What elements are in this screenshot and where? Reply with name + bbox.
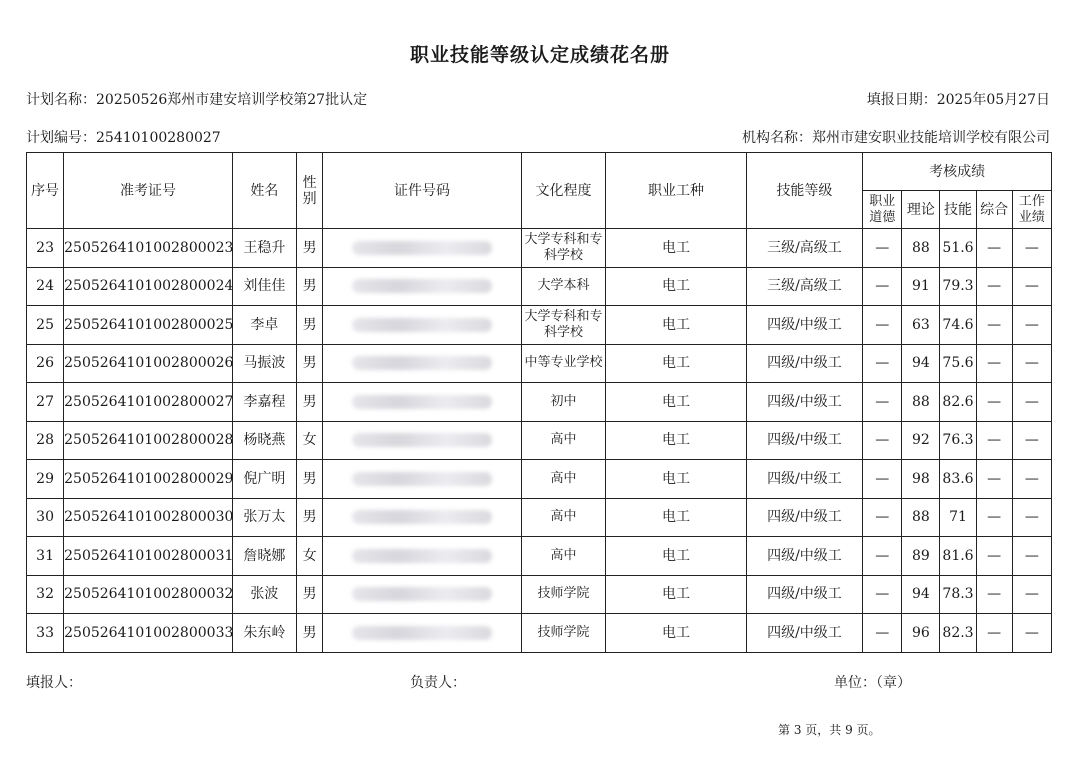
cell-seq: 32 <box>27 575 64 614</box>
cell-exam-no: 2505264101002800027 <box>64 383 233 422</box>
cell-education: 技师学院 <box>521 614 605 653</box>
cell-name: 詹晓娜 <box>232 537 296 576</box>
cell-skill: 79.3 <box>940 267 976 306</box>
organization-name: 机构名称：郑州市建安职业技能培训学校有限公司 <box>742 130 1050 146</box>
cell-exam-no: 2505264101002800025 <box>64 306 233 345</box>
cell-seq: 30 <box>27 498 64 537</box>
cell-overall: — <box>976 344 1012 383</box>
header-overall: 综合 <box>976 191 1012 229</box>
cell-seq: 25 <box>27 306 64 345</box>
fill-date: 填报日期：2025年05月27日 <box>866 92 1050 108</box>
cell-gender: 男 <box>297 267 323 306</box>
cell-work: — <box>1012 267 1051 306</box>
cell-theory: 94 <box>902 344 940 383</box>
header-education: 文化程度 <box>521 153 605 229</box>
cell-gender: 男 <box>297 383 323 422</box>
cell-id-no <box>323 575 522 614</box>
cell-overall: — <box>976 383 1012 422</box>
redacted-id-number <box>352 549 492 563</box>
table-row <box>27 306 1052 345</box>
header-level: 技能等级 <box>746 153 862 229</box>
cell-level: 四级/中级工 <box>746 575 862 614</box>
cell-skill: 83.6 <box>940 460 976 499</box>
cell-level: 四级/中级工 <box>746 383 862 422</box>
header-name: 姓名 <box>232 153 296 229</box>
header-theory: 理论 <box>902 191 940 229</box>
cell-gender: 男 <box>297 306 323 345</box>
cell-id-no <box>323 421 522 460</box>
cell-gender: 女 <box>297 537 323 576</box>
cell-ethics: — <box>863 383 902 422</box>
cell-skill: 76.3 <box>940 421 976 460</box>
cell-seq: 31 <box>27 537 64 576</box>
redacted-id-number <box>352 395 492 409</box>
cell-level: 四级/中级工 <box>746 344 862 383</box>
table-row <box>27 229 1052 268</box>
header-gender: 性别 <box>297 153 323 229</box>
cell-name: 刘佳佳 <box>232 267 296 306</box>
cell-theory: 91 <box>902 267 940 306</box>
cell-exam-no: 2505264101002800029 <box>64 460 233 499</box>
cell-level: 四级/中级工 <box>746 498 862 537</box>
cell-seq: 27 <box>27 383 64 422</box>
cell-gender: 男 <box>297 344 323 383</box>
page-number: 第 3 页，共 9 页。 <box>778 723 881 737</box>
cell-occupation: 电工 <box>606 498 747 537</box>
cell-exam-no: 2505264101002800031 <box>64 537 233 576</box>
cell-skill: 75.6 <box>940 344 976 383</box>
cell-gender: 男 <box>297 614 323 653</box>
cell-ethics: — <box>863 229 902 268</box>
cell-occupation: 电工 <box>606 460 747 499</box>
cell-id-no <box>323 267 522 306</box>
cell-ethics: — <box>863 498 902 537</box>
cell-name: 杨晓燕 <box>232 421 296 460</box>
cell-name: 李嘉程 <box>232 383 296 422</box>
roster-body <box>27 229 1052 653</box>
cell-gender: 男 <box>297 460 323 499</box>
cell-work: — <box>1012 421 1051 460</box>
cell-occupation: 电工 <box>606 229 747 268</box>
cell-gender: 男 <box>297 575 323 614</box>
cell-ethics: — <box>863 460 902 499</box>
cell-id-no <box>323 537 522 576</box>
redacted-id-number <box>352 433 492 447</box>
cell-ethics: — <box>863 537 902 576</box>
cell-work: — <box>1012 229 1051 268</box>
cell-skill: 74.6 <box>940 306 976 345</box>
cell-work: — <box>1012 460 1051 499</box>
filler-label: 填报人： <box>26 675 82 691</box>
cell-occupation: 电工 <box>606 421 747 460</box>
cell-education: 大学本科 <box>521 267 605 306</box>
cell-exam-no: 2505264101002800033 <box>64 614 233 653</box>
responsible-label: 负责人： <box>410 675 466 691</box>
cell-name: 李卓 <box>232 306 296 345</box>
cell-ethics: — <box>863 421 902 460</box>
cell-ethics: — <box>863 267 902 306</box>
cell-id-no <box>323 306 522 345</box>
cell-theory: 94 <box>902 575 940 614</box>
cell-level: 四级/中级工 <box>746 306 862 345</box>
cell-occupation: 电工 <box>606 537 747 576</box>
header-work: 工作业绩 <box>1012 191 1051 229</box>
cell-overall: — <box>976 498 1012 537</box>
redacted-id-number <box>352 356 492 370</box>
cell-occupation: 电工 <box>606 614 747 653</box>
cell-education: 高中 <box>521 421 605 460</box>
cell-skill: 71 <box>940 498 976 537</box>
cell-ethics: — <box>863 344 902 383</box>
redacted-id-number <box>352 626 492 640</box>
cell-work: — <box>1012 498 1051 537</box>
cell-education: 大学专科和专科学校 <box>521 229 605 268</box>
cell-name: 马振波 <box>232 344 296 383</box>
cell-education: 技师学院 <box>521 575 605 614</box>
cell-overall: — <box>976 421 1012 460</box>
cell-skill: 82.3 <box>940 614 976 653</box>
cell-theory: 89 <box>902 537 940 576</box>
cell-gender: 男 <box>297 229 323 268</box>
header-ethics: 职业道德 <box>863 191 902 229</box>
redacted-id-number <box>352 587 492 601</box>
cell-work: — <box>1012 614 1051 653</box>
table-row <box>27 383 1052 422</box>
cell-work: — <box>1012 383 1051 422</box>
cell-occupation: 电工 <box>606 306 747 345</box>
table-row <box>27 614 1052 653</box>
cell-id-no <box>323 383 522 422</box>
cell-skill: 78.3 <box>940 575 976 614</box>
cell-seq: 24 <box>27 267 64 306</box>
cell-seq: 26 <box>27 344 64 383</box>
cell-ethics: — <box>863 306 902 345</box>
cell-education: 初中 <box>521 383 605 422</box>
cell-seq: 33 <box>27 614 64 653</box>
cell-level: 三级/高级工 <box>746 229 862 268</box>
cell-work: — <box>1012 537 1051 576</box>
cell-theory: 98 <box>902 460 940 499</box>
header-exam-no: 准考证号 <box>64 153 233 229</box>
redacted-id-number <box>352 279 492 293</box>
cell-overall: — <box>976 460 1012 499</box>
cell-name: 王稳升 <box>232 229 296 268</box>
cell-occupation: 电工 <box>606 267 747 306</box>
cell-theory: 88 <box>902 498 940 537</box>
redacted-id-number <box>352 241 492 255</box>
table-row <box>27 537 1052 576</box>
cell-overall: — <box>976 229 1012 268</box>
cell-theory: 63 <box>902 306 940 345</box>
cell-theory: 96 <box>902 614 940 653</box>
cell-exam-no: 2505264101002800032 <box>64 575 233 614</box>
redacted-id-number <box>352 318 492 332</box>
cell-education: 高中 <box>521 498 605 537</box>
cell-overall: — <box>976 575 1012 614</box>
cell-level: 四级/中级工 <box>746 537 862 576</box>
cell-id-no <box>323 614 522 653</box>
cell-exam-no: 2505264101002800023 <box>64 229 233 268</box>
roster-table <box>26 152 1052 653</box>
cell-overall: — <box>976 614 1012 653</box>
header-id-no: 证件号码 <box>323 153 522 229</box>
cell-overall: — <box>976 537 1012 576</box>
cell-id-no <box>323 460 522 499</box>
cell-level: 三级/高级工 <box>746 267 862 306</box>
cell-name: 朱东岭 <box>232 614 296 653</box>
cell-occupation: 电工 <box>606 575 747 614</box>
cell-id-no <box>323 229 522 268</box>
plan-number: 计划编号：25410100280027 <box>26 130 221 146</box>
cell-ethics: — <box>863 614 902 653</box>
cell-education: 大学专科和专科学校 <box>521 306 605 345</box>
table-row <box>27 267 1052 306</box>
cell-occupation: 电工 <box>606 344 747 383</box>
table-row <box>27 421 1052 460</box>
cell-skill: 82.6 <box>940 383 976 422</box>
table-row <box>27 575 1052 614</box>
cell-exam-no: 2505264101002800026 <box>64 344 233 383</box>
cell-ethics: — <box>863 575 902 614</box>
cell-gender: 女 <box>297 421 323 460</box>
cell-level: 四级/中级工 <box>746 614 862 653</box>
cell-education: 高中 <box>521 537 605 576</box>
header-occupation: 职业工种 <box>606 153 747 229</box>
unit-stamp-label: 单位：（章） <box>834 675 911 691</box>
cell-seq: 23 <box>27 229 64 268</box>
plan-name: 计划名称：20250526郑州市建安培训学校第27批认定 <box>26 92 368 108</box>
cell-overall: — <box>976 306 1012 345</box>
redacted-id-number <box>352 510 492 524</box>
cell-exam-no: 2505264101002800024 <box>64 267 233 306</box>
cell-occupation: 电工 <box>606 383 747 422</box>
cell-level: 四级/中级工 <box>746 421 862 460</box>
cell-name: 张波 <box>232 575 296 614</box>
cell-theory: 88 <box>902 383 940 422</box>
table-row <box>27 344 1052 383</box>
cell-id-no <box>323 344 522 383</box>
cell-exam-no: 2505264101002800030 <box>64 498 233 537</box>
cell-id-no <box>323 498 522 537</box>
cell-exam-no: 2505264101002800028 <box>64 421 233 460</box>
cell-work: — <box>1012 344 1051 383</box>
cell-seq: 28 <box>27 421 64 460</box>
cell-skill: 81.6 <box>940 537 976 576</box>
header-skill: 技能 <box>940 191 976 229</box>
cell-name: 倪广明 <box>232 460 296 499</box>
header-scores: 考核成绩 <box>863 153 1052 191</box>
cell-work: — <box>1012 306 1051 345</box>
table-row <box>27 460 1052 499</box>
cell-seq: 29 <box>27 460 64 499</box>
cell-work: — <box>1012 575 1051 614</box>
header-seq: 序号 <box>27 153 64 229</box>
table-row <box>27 498 1052 537</box>
cell-gender: 男 <box>297 498 323 537</box>
document-title: 职业技能等级认定成绩花名册 <box>409 44 670 66</box>
cell-name: 张万太 <box>232 498 296 537</box>
cell-overall: — <box>976 267 1012 306</box>
cell-skill: 51.6 <box>940 229 976 268</box>
cell-theory: 92 <box>902 421 940 460</box>
redacted-id-number <box>352 472 492 486</box>
cell-education: 中等专业学校 <box>521 344 605 383</box>
cell-education: 高中 <box>521 460 605 499</box>
cell-theory: 88 <box>902 229 940 268</box>
cell-level: 四级/中级工 <box>746 460 862 499</box>
